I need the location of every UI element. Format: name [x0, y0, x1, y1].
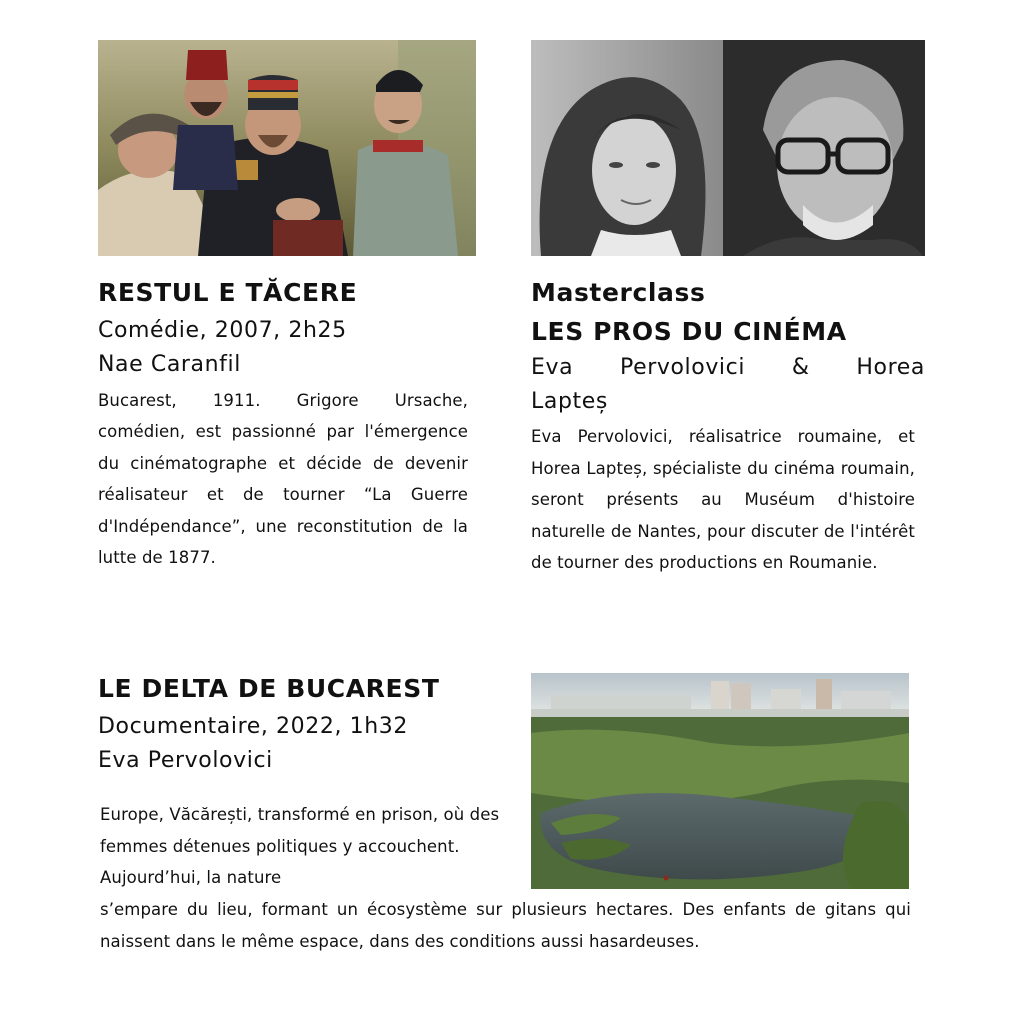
horea-laptes-portrait [723, 40, 925, 256]
masterclass-guests-line1: Eva Pervolovici & Horea [531, 354, 925, 380]
masterclass-guests-line2: Lapteș [531, 388, 608, 414]
film1-title: RESTUL E TĂCERE [98, 278, 358, 307]
film1-director: Nae Caranfil [98, 352, 241, 378]
masterclass-block [531, 279, 925, 579]
film1-still-photo [98, 40, 476, 256]
film1-block [98, 279, 496, 574]
film2-director: Eva Pervolovici [98, 748, 273, 774]
film1-description: Bucarest, 1911. Grigore Ursache, comédien, est passionné par l'émergence du cinématographe et décide de devenir réalisateur et de tourner “La Guerre d'Indépendance”, une reconstitution de la lutte de 1877. [98, 390, 468, 568]
masterclass-kicker: Masterclass [531, 278, 706, 307]
film2-meta: Documentaire, 2022, 1h32 [98, 713, 408, 739]
eva-pervolovici-portrait [531, 40, 723, 256]
film2-title: LE DELTA DE BUCAREST [98, 674, 440, 703]
masterclass-description: Eva Pervolovici, réalisatrice roumaine, et Horea Lapteș, spécialiste du cinéma roumain, seront présents au Muséum d'histoire naturelle de Nantes, pour discuter de l'intérêt de tourner des productions en Roumanie. [531, 427, 915, 573]
film1-meta: Comédie, 2007, 2h25 [98, 317, 347, 343]
film2-description-part1: Europe, Văcărești, transformé en prison, où des femmes détenues politiques y accouchent. Aujourd’hui, la nature [100, 805, 500, 887]
film2-heading-block [98, 675, 518, 775]
film2-delta-landscape-photo [531, 673, 909, 889]
film2-description-part2: s’empare du lieu, formant un écosystème sur plusieurs hectares. Des enfants de gitans qui naissent dans le même espace, dans des conditions aussi hasardeuses. [100, 900, 911, 951]
masterclass-title: LES PROS DU CINÉMA [531, 316, 847, 346]
